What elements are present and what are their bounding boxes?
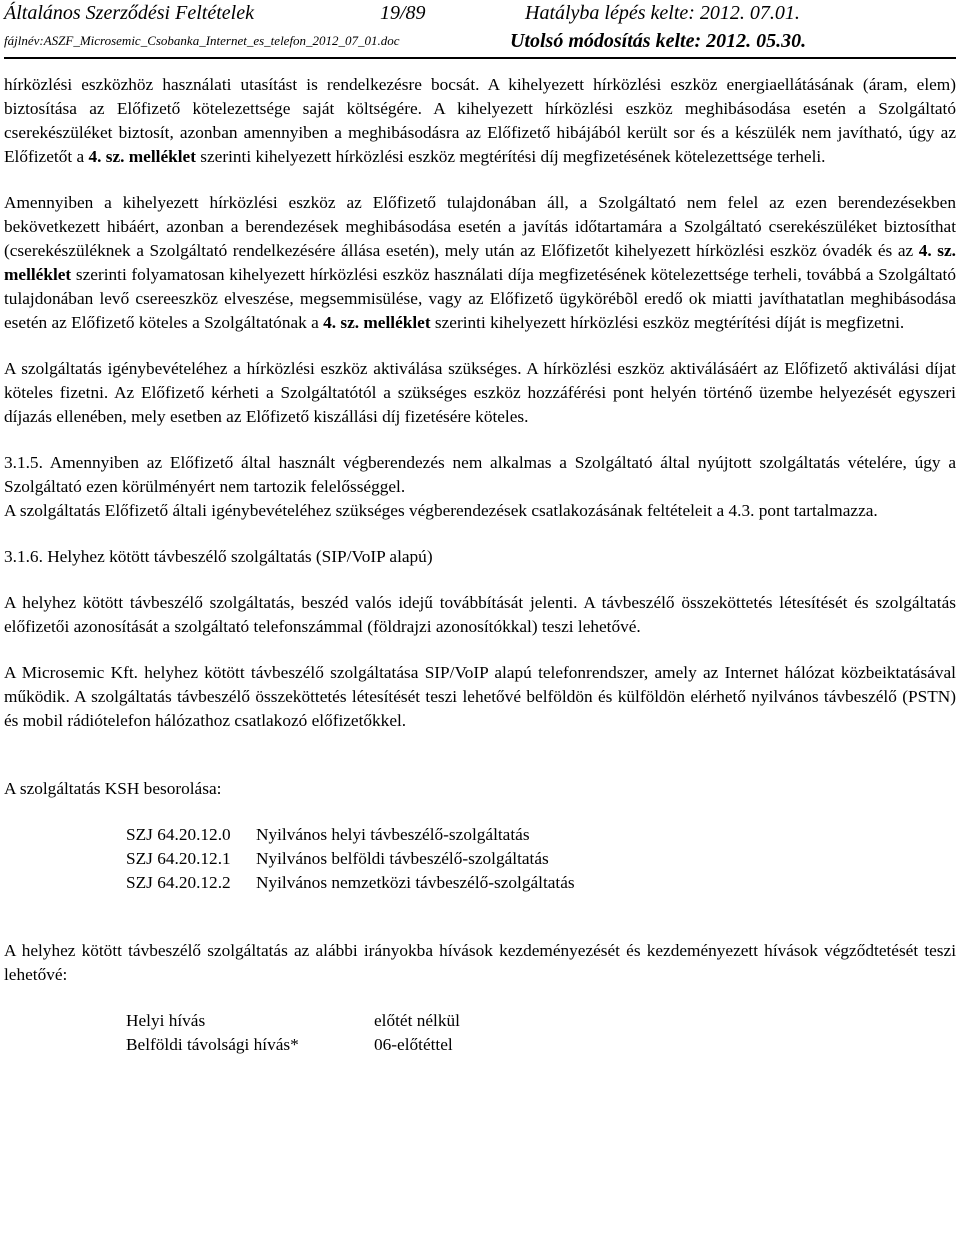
paragraph-device-instructions: hírközlési eszközhöz használati utasítást is rendelkezésre bocsát. A kihelyezett hírközlési eszköz energiaellátásának (áram, elem) biztosítása az Előfizető kötelezettsége saját költségére. A kihelyezett hírközlési eszköz meghibásodása esetén a Szolgáltató cserekészüléket biztosít, azonban amennyiben a meghibásodásra az Előfizető hibájából került sor és a készülék nem javítható, úgy az Előfizetőt a 4. sz. melléklet szerinti kihelyezett hírközlési eszköz megtérítési díj megfizetésének kötelezettsége terheli. — [4, 75, 956, 166]
paragraph-microsemic-voip: A Microsemic Kft. helyhez kötött távbeszélő szolgáltatása SIP/VoIP alapú telefonrendszer, amely az Internet hálózat közbeiktatásával működik. A szolgáltatás távbeszélő összeköttetés létesítését teszi lehetővé belföldön és külföldön elérhető nyilvános távbeszélő (PSTN) és mobil rádiótelefon hálózathoz csatlakozó előfizetőkkel. — [4, 663, 956, 730]
header-divider — [4, 57, 956, 59]
annex-reference: 4. sz. melléklet — [323, 313, 431, 332]
paragraph-voice-service: A helyhez kötött távbeszélő szolgáltatás, beszéd valós idejű továbbítását jelenti. A távbeszélő összeköttetés létesítését és szolgáltatás előfizetői azonosítását a szolgáltató telefonszámmal (földrajzi azonosítókkal) teszi lehetővé. — [4, 593, 956, 636]
call-type-item: Helyi hívás előtét nélkül — [126, 1011, 460, 1030]
ksh-item: SZJ 64.20.12.0 Nyilvános helyi távbeszélő-szolgáltatás — [126, 825, 530, 844]
paragraph-subscriber-owned-device: Amennyiben a kihelyezett hírközlési eszköz az Előfizető tulajdonában áll, a Szolgáltató nem felel az ezen berendezésekben bekövetkezett hibáért, azonban a berendezések meghibásodása esetén a javítás időtartamára a Szolgáltató cserekészüléket biztosíthat (cserekészüléknek a Szolgáltató rendelkezésére állása esetén), mely után az Előfizetőt kihelyezett hírközlési eszköz óvadék és az 4. sz. melléklet szerinti folyamatosan kihelyezett hírközlési eszköz használati díja megfizetésének kötelezettsége terheli, továbbá a Szolgáltató tulajdonában levő csereeszköz elveszése, megsemmisülése, vagy az Előfizető ügykörébõl eredő ok miatti javíthatatlan meghibásodása esetén az Előfizető köteles a Szolgáltatónak a 4. sz. melléklet szerinti kihelyezett hírközlési eszköz megtérítési díját is megfizetni. — [4, 193, 956, 332]
modified-date: Utolsó módosítás kelte: 2012. 05.30. — [510, 30, 807, 52]
file-name: fájlnév:ASZF_Microsemic_Csobanka_Internet_es_telefon_2012_07_01.doc — [4, 33, 400, 48]
document-title: Általános Szerződési Feltételek — [4, 2, 254, 24]
ksh-list — [126, 823, 956, 895]
paragraph-section-3-1-5: 3.1.5. Amennyiben az Előfizető által használt végberendezés nem alkalmas a Szolgáltató által nyújtott szolgáltatás vételére, úgy a Szolgáltató ezen körülményért nem tartozik felelősséggel. — [4, 453, 956, 496]
effective-date: Hatályba lépés kelte: 2012. 07.01. — [525, 2, 800, 24]
paragraph-ksh-classification: A szolgáltatás KSH besorolása: — [4, 779, 222, 798]
paragraph-activation: A szolgáltatás igénybevételéhez a hírközlési eszköz aktiválása szükséges. A hírközlési eszköz aktiválásáért az Előfizető aktiválási díjat köteles fizetni. Az Előfizető kérheti a Szolgáltatótól a szükséges eszköz hozzáférési pont helyén történő üzembe helyezését egyszeri díjazás ellenében, mely esetben az Előfizető kiszállási díj fizetésére köteles. — [4, 359, 956, 426]
ksh-item: SZJ 64.20.12.1 Nyilvános belföldi távbeszélő-szolgáltatás — [126, 849, 549, 868]
paragraph-call-directions: A helyhez kötött távbeszélő szolgáltatás az alábbi irányokba hívások kezdeményezését és kezdeményezett hívások végződtetését teszi lehetővé: — [4, 941, 956, 984]
section-heading-3-1-6: 3.1.6. Helyhez kötött távbeszélő szolgáltatás (SIP/VoIP alapú) — [4, 547, 433, 566]
annex-reference: 4. sz. melléklet — [88, 147, 196, 166]
call-types-list — [126, 1009, 956, 1057]
page-number: 19/89 — [380, 2, 426, 24]
annex-reference: 4. sz. melléklet — [4, 241, 956, 284]
document-body — [4, 73, 956, 1057]
call-type-item: Belföldi távolsági hívás* 06-előtéttel — [126, 1035, 453, 1054]
ksh-item: SZJ 64.20.12.2 Nyilvános nemzetközi távbeszélő-szolgáltatás — [126, 873, 575, 892]
paragraph-terminal-conditions: A szolgáltatás Előfizető általi igénybevételéhez szükséges végberendezések csatlakozásának feltételeit a 4.3. pont tartalmazza. — [4, 501, 878, 520]
